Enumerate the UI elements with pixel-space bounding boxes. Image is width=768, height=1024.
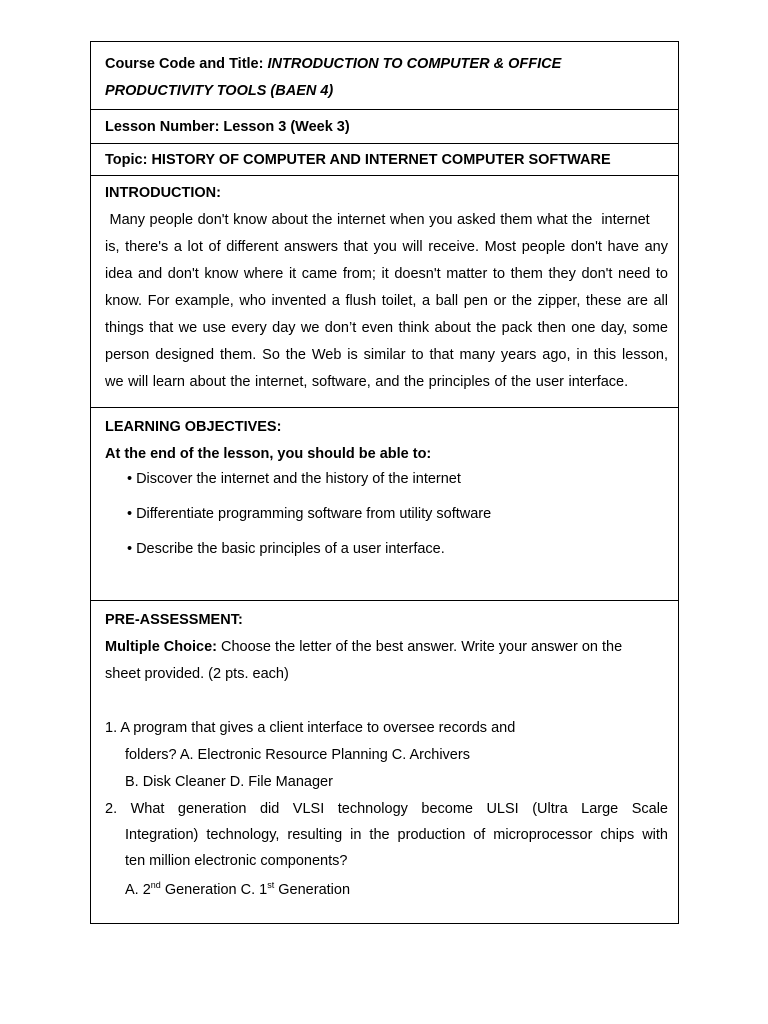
- objectives-heading: LEARNING OBJECTIVES:: [105, 419, 282, 435]
- question-2: [105, 796, 668, 906]
- course-title-2: PRODUCTIVITY TOOLS (BAEN 4): [105, 83, 334, 99]
- intro-line: know. For example, who invented a flush toilet, a ball pen or the zipper, these are all: [105, 293, 668, 309]
- intro-line: things that we use every day we don’t even think about the pack then one day, some: [105, 320, 668, 336]
- intro-line: is, there's a lot of different answers that you will receive. Most people don't have any: [105, 239, 668, 255]
- q2-answers: A. 2nd Generation C. 1st Generation: [125, 880, 351, 898]
- introduction-section: [91, 176, 678, 408]
- introduction-text: [105, 207, 668, 396]
- topic-row: [91, 144, 678, 176]
- q1-line-2: folders? A. Electronic Resource Planning C. Archivers: [125, 747, 470, 763]
- objectives-list: [127, 469, 668, 559]
- course-line-1: [105, 51, 668, 78]
- q2-line-3: ten million electronic components?: [125, 853, 348, 869]
- mc-text: Choose the letter of the best answer. Write your answer on the: [216, 639, 623, 655]
- intro-line: Many people don't know about the internet when you asked them what the internet: [105, 212, 650, 228]
- introduction-heading: INTRODUCTION:: [105, 185, 221, 201]
- spacer: [105, 688, 668, 715]
- q2-line-1: 2. What generation did VLSI technology become ULSI (Ultra Large Scale: [105, 801, 668, 817]
- intro-line: idea and don't know where it came from; it doesn't matter to them they don't need to: [105, 266, 668, 282]
- course-row: [91, 42, 678, 110]
- objective-item: • Discover the internet and the history of the internet: [127, 471, 461, 487]
- course-line-2: [105, 78, 668, 105]
- pre-assessment-heading: PRE-ASSESSMENT:: [105, 612, 243, 628]
- bullet-icon: •: [127, 506, 133, 522]
- q2-line-2: Integration) technology, resulting in the production of microprocessor chips with: [125, 827, 668, 843]
- lesson-row: [91, 110, 678, 144]
- intro-line: person designed them. So the Web is similar to that many years ago, in this lesson,: [105, 347, 668, 363]
- q1-line-1: 1. A program that gives a client interface to oversee records and: [105, 720, 516, 736]
- q1-line-3: B. Disk Cleaner D. File Manager: [125, 774, 333, 790]
- bullet-icon: •: [127, 471, 133, 487]
- mc-label: Multiple Choice:: [105, 639, 217, 655]
- objective-item: • Describe the basic principles of a user interface.: [127, 541, 445, 557]
- bullet-icon: •: [127, 541, 133, 557]
- objectives-section: [91, 408, 678, 601]
- mc-text-2: sheet provided. (2 pts. each): [105, 666, 289, 682]
- topic-title: Topic: HISTORY OF COMPUTER AND INTERNET COMPUTER SOFTWARE: [105, 152, 611, 168]
- course-label: Course Code and Title:: [105, 56, 264, 72]
- objectives-intro: At the end of the lesson, you should be able to:: [105, 446, 432, 462]
- lesson-number: Lesson Number: Lesson 3 (Week 3): [105, 119, 350, 135]
- lesson-table: [90, 41, 679, 924]
- mc-instructions: [105, 634, 668, 661]
- intro-line: we will learn about the internet, software, and the principles of the user interface.: [105, 374, 629, 390]
- course-title-1: INTRODUCTION TO COMPUTER & OFFICE: [267, 56, 562, 72]
- pre-assessment-section: [91, 601, 678, 923]
- objective-item: • Differentiate programming software from utility software: [127, 506, 492, 522]
- question-1: [105, 715, 668, 796]
